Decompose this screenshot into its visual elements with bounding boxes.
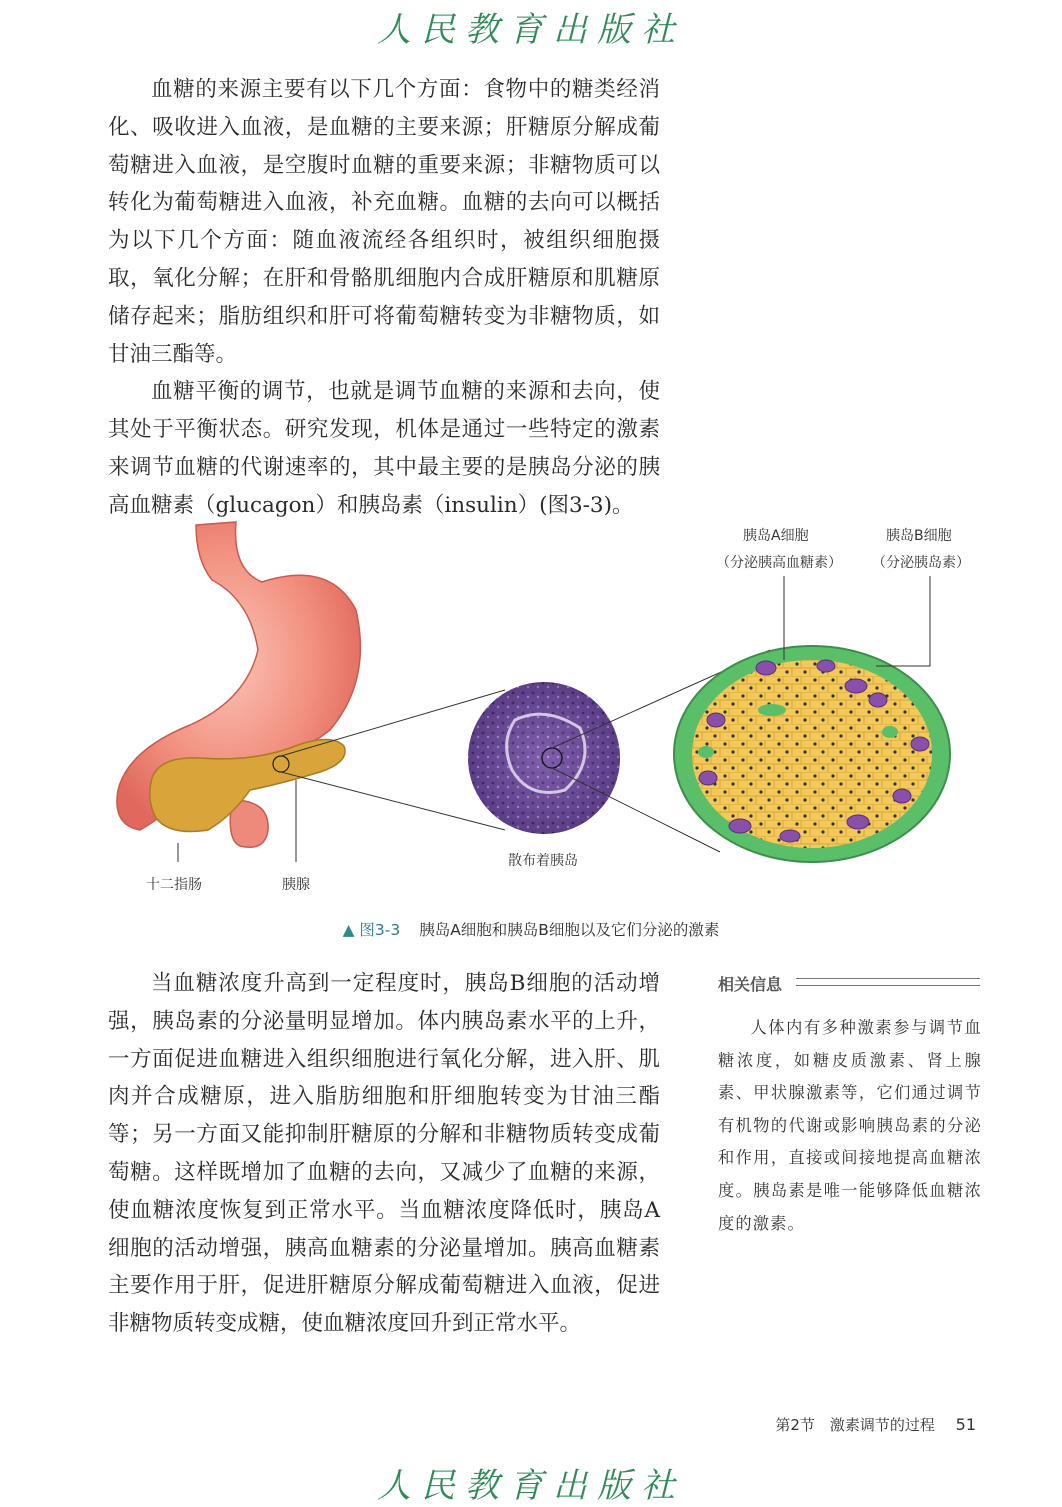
label-b-cell: 胰岛B细胞 bbox=[886, 528, 952, 544]
footer-section: 第2节 激素调节的过程 bbox=[775, 1416, 935, 1434]
caption-text: 胰岛A细胞和胰岛B细胞以及它们分泌的激素 bbox=[419, 921, 720, 939]
sidebar-paragraph: 人体内有多种激素参与调节血糖浓度，如糖皮质激素、肾上腺素、甲状腺激素等，它们通过调节有机物的代谢或影响胰岛素的分泌和作用，直接或间接地提高血糖浓度。胰岛素是唯一能够降低血糖浓度的激素。 bbox=[718, 1018, 982, 1233]
islet-micrograph bbox=[468, 682, 620, 834]
publisher-header: 人民教育出版社 bbox=[377, 10, 685, 50]
page-footer bbox=[775, 1414, 976, 1435]
caption-number: 图3-3 bbox=[359, 921, 401, 939]
label-pancreas: 胰腺 bbox=[282, 877, 310, 893]
figure-caption bbox=[0, 918, 1062, 940]
sidebar-body bbox=[718, 1012, 982, 1240]
publisher-footer: 人民教育出版社 bbox=[377, 1466, 685, 1506]
figure-3-3 bbox=[0, 500, 1062, 900]
body-text-bottom bbox=[108, 965, 660, 1343]
islet-cell-cluster bbox=[674, 646, 950, 862]
label-islets: 散布着胰岛 bbox=[508, 853, 578, 869]
label-a-cell-note: （分泌胰高血糖素） bbox=[716, 555, 842, 571]
page-number: 51 bbox=[955, 1415, 976, 1434]
body-text-top bbox=[108, 71, 660, 525]
label-b-cell-note: （分泌胰岛素） bbox=[872, 555, 970, 571]
label-a-cell: 胰岛A细胞 bbox=[743, 528, 809, 544]
paragraph-blood-sugar-sources: 血糖的来源主要有以下几个方面：食物中的糖类经消化、吸收进入血液，是血糖的主要来源；肝糖原分解成葡萄糖进入血液，是空腹时血糖的重要来源；非糖物质可以转化为葡萄糖进入血液，补充血糖。血糖的去向可以概括为以下几个方面：随血液流经各组织时，被组织细胞摄取，氧化分解；在肝和骨骼肌细胞内合成肝糖原和肌糖原储存起来；脂肪组织和肝可将葡萄糖转变为非糖物质，如甘油三酯等。 bbox=[108, 77, 660, 367]
caption-marker: ▲ bbox=[342, 921, 355, 939]
sidebar-title: 相关信息 bbox=[718, 975, 783, 994]
label-duodenum: 十二指肠 bbox=[146, 877, 202, 893]
sidebar-title-rule bbox=[796, 978, 980, 986]
paragraph-blood-sugar-regulation: 血糖平衡的调节，也就是调节血糖的来源和去向，使其处于平衡状态。研究发现，机体是通过一些特定的激素来调节血糖的代谢速率的，其中最主要的是胰岛分泌的胰高血糖素（glucagon）和胰岛素（insulin）(图3-3)。 bbox=[108, 379, 660, 518]
paragraph-hormone-action: 当血糖浓度升高到一定程度时，胰岛B细胞的活动增强，胰岛素的分泌量明显增加。体内胰岛素水平的上升，一方面促进血糖进入组织细胞进行氧化分解，进入肝、肌肉并合成糖原，进入脂肪细胞和肝细胞转变为甘油三酯等；另一方面又能抑制肝糖原的分解和非糖物质转变成葡萄糖。这样既增加了血糖的去向，又减少了血糖的来源，使血糖浓度恢复到正常水平。当血糖浓度降低时，胰岛A细胞的活动增强，胰高血糖素的分泌量增加。胰高血糖素主要作用于肝，促进肝糖原分解成葡萄糖进入血液，促进非糖物质转变成糖，使血糖浓度回升到正常水平。 bbox=[108, 971, 660, 1337]
